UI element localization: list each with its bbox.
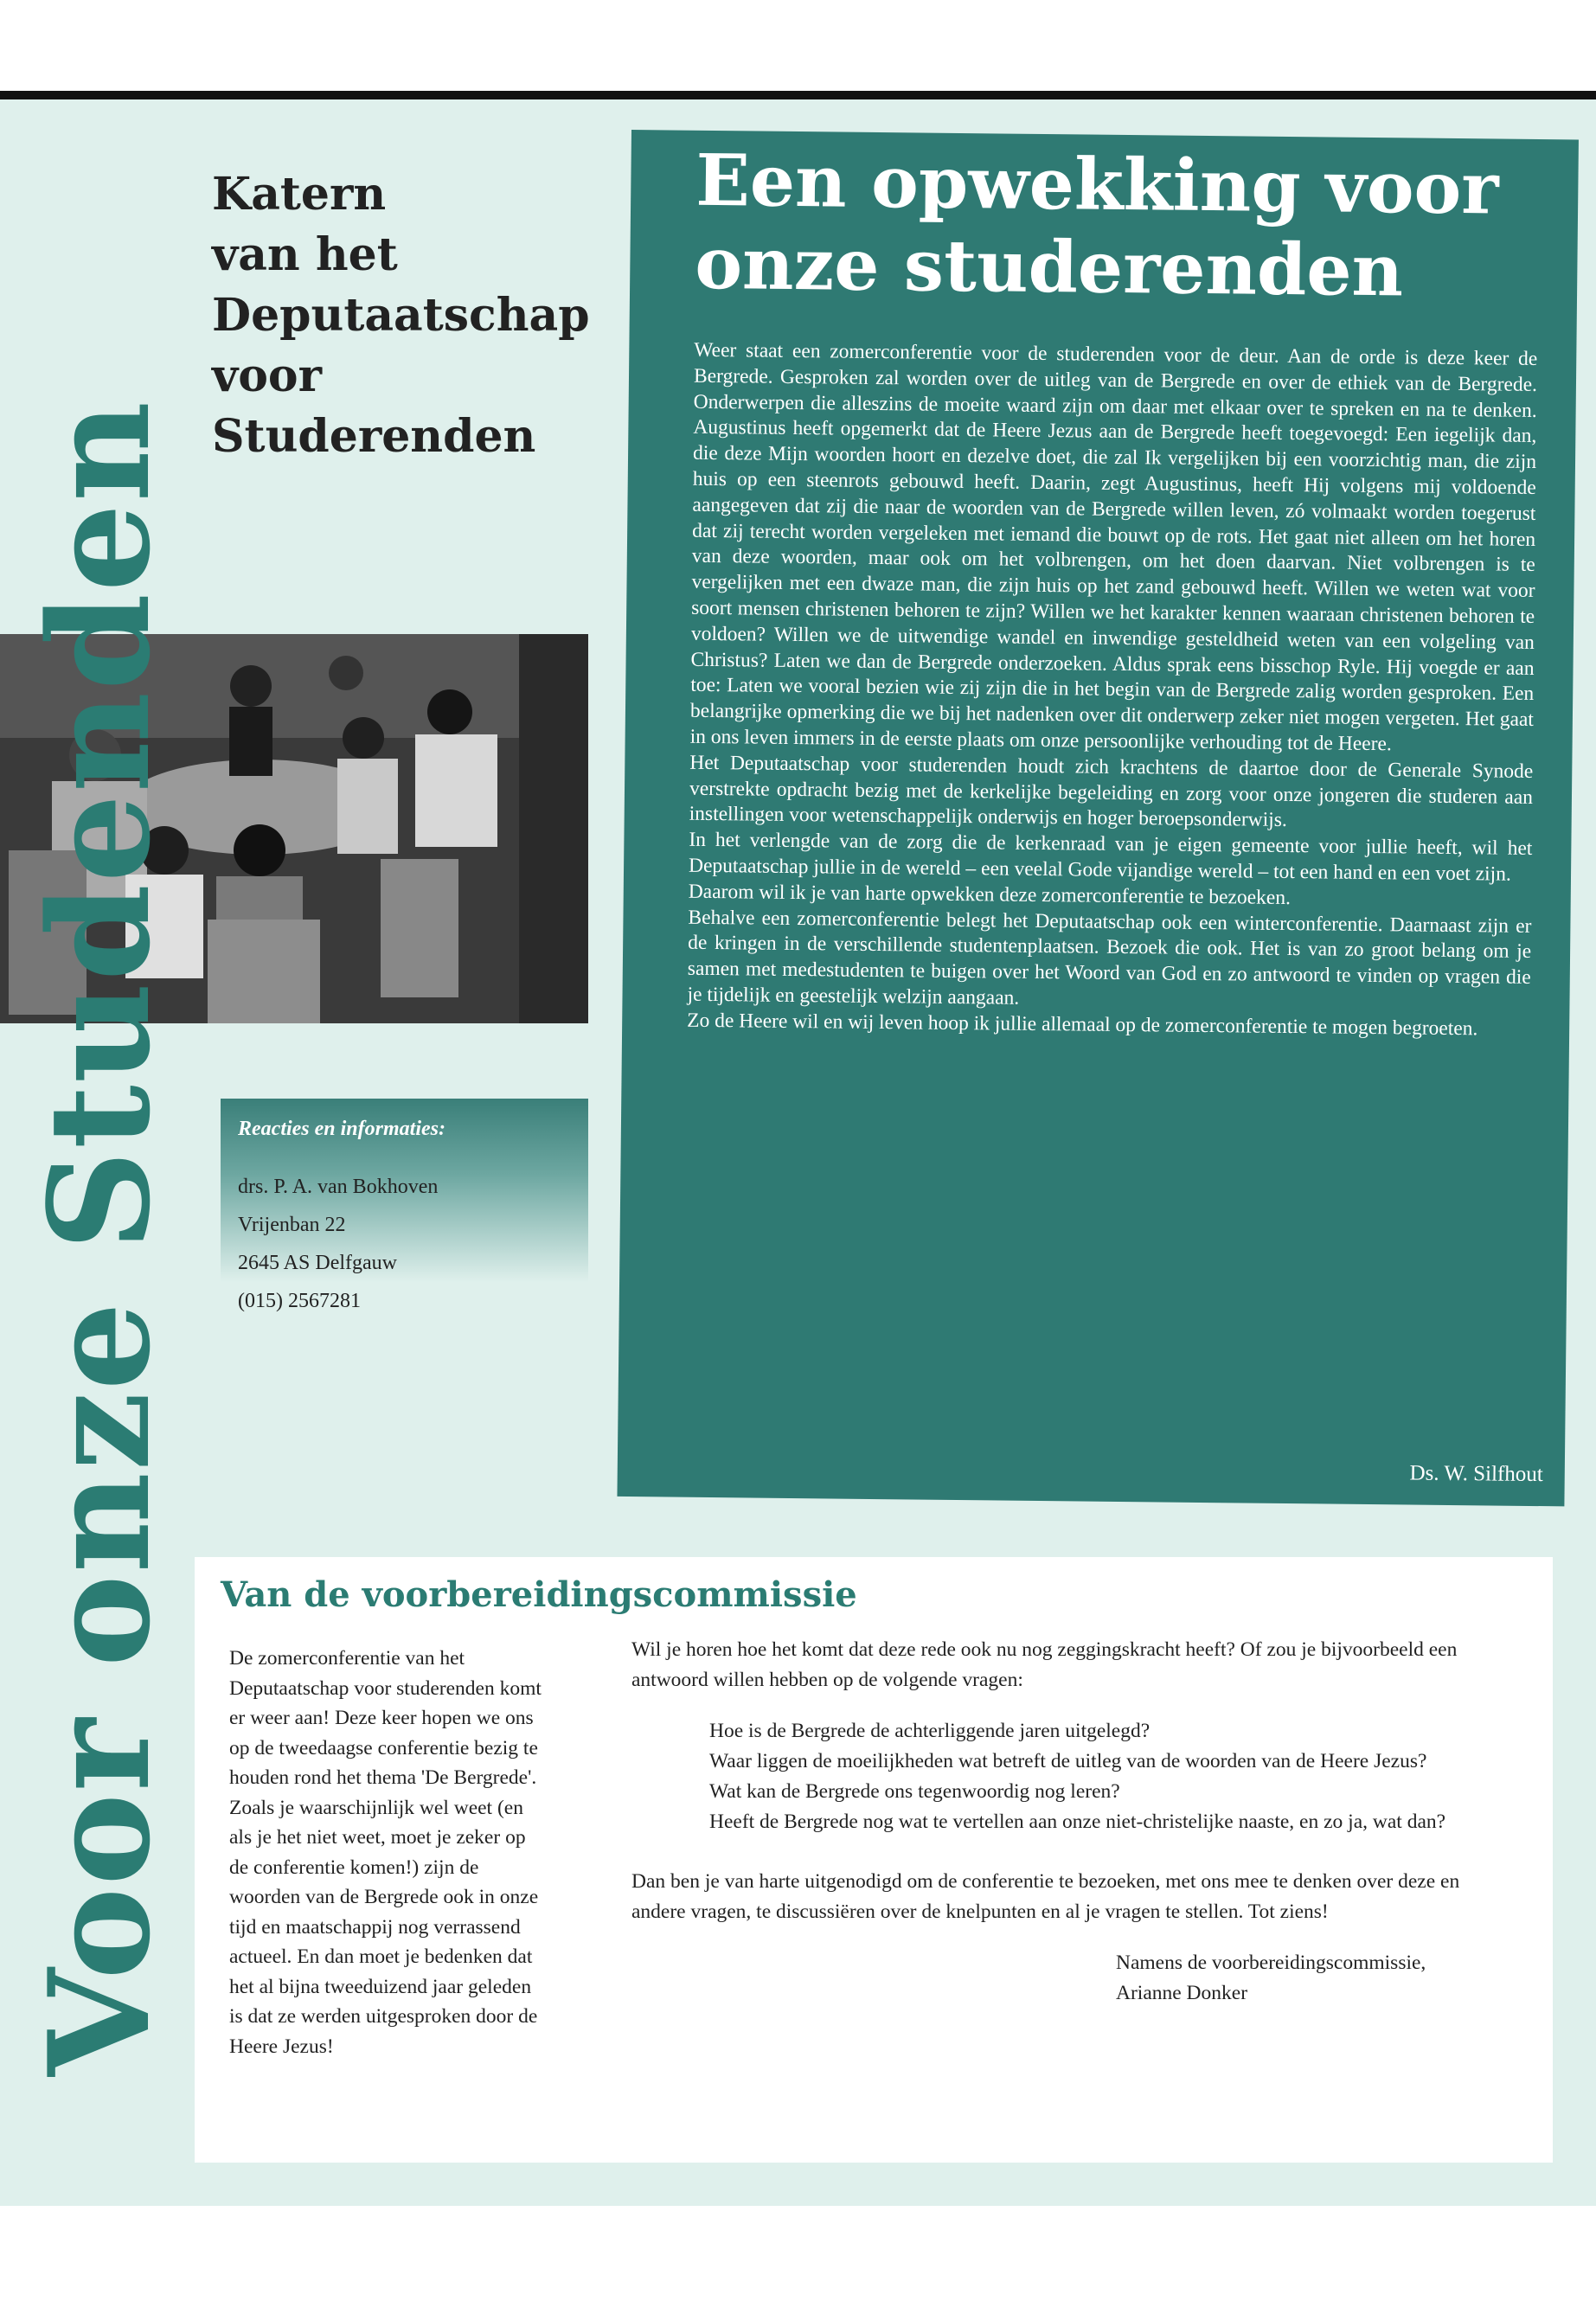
katern-heading	[212, 164, 619, 467]
contact-address	[238, 1168, 438, 1320]
commissie-panel	[195, 1557, 1553, 2163]
commissie-invitation: Dan ben je van harte uitgenodigd om de conferentie te bezoeken, met ons mee te denken over deze en andere vragen, te discussiëren over de knelpunten en al je vragen te stellen. Tot ziens!	[631, 1870, 1460, 1923]
commissie-left-column: De zomerconferentie van het Deputaatschap voor studerenden komt er weer aan! Deze keer hopen we ons op de tweedaagse conferentie bezig te houden rond het thema 'De Bergrede'. Zoals je waarschijnlijk wel weet (en als je het niet weet, moet je zeker op de conferentie komen!) zijn de woorden van de Bergrede ook in onze tijd en maatschappij nog verrassend actueel. En dan moet je bedenken dat het al bijna tweeduizend jaar geleden is dat ze werden uitgesproken door de Heere Jezus!	[229, 1647, 542, 2058]
katern-line: voor	[212, 349, 322, 402]
top-border	[0, 91, 1596, 99]
article-paragraph: Weer staat een zomerconferentie voor de studerenden voor de deur. Aan de orde is deze keer de Bergrede. Gesproken zal worden over de uitleg van de Bergrede en over de ethiek van de Bergrede. Onderwerpen die alleszins de moeite waard zijn om daar met elkaar over te spreken en na te denken. Augustinus heeft opgemerkt dat de Heere Jezus aan de Bergrede heeft toegevoegd: Een iegelijk dan, die deze Mijn woorden hoort en dezelve doet, die zal Ik vergelijken bij een voorzichtig man, die zijn huis op een steenrots gebouwd heeft. Daarin, zegt Augustinus, heeft Hij volgens mij voldoende aangegeven dat zij die naar de woorden van de Bergrede willen leven, zó volmaakt worden toegerust dat zij terecht worden vergeleken met iemand die bouwt op de rots. Het gaat niet alleen om het horen van deze woorden, maar ook om het volbrengen, om het doen daarvan. Niet volbrengen is te vergelijken met een dwaze man, die zijn huis op het zand gebouwd heeft. Willen we weten wat voor soort mensen christenen behoren te zijn? Willen we het karakter kennen waaraan christenen behoren te voldoen? Willen we de uitwendige wandel en inwendige gesteldheid weten van een volgeling van Christus? Laten we dan de Bergrede onderzoeken. Aldus sprak eens bisschop Ryle. Hij voegde er aan toe: Laten we vooral bezien wie zij zijn die in het begin van de Bergrede zalig worden gesproken. Een belangrijke opmerking die we bij het nadenken over dit onderwerp zeker niet mogen vergeten. Het gaat in ons leven immers in de eerste plaats om onze persoonlijke verhouding tot de Heere.	[689, 338, 1538, 756]
signature-line: Namens de voorbereidingscommissie,	[1116, 1952, 1426, 1974]
question-item: Hoe is de Bergrede de achterliggende jaren uitgelegd?	[709, 1720, 1151, 1742]
main-article-box	[617, 130, 1578, 1506]
vertical-section-title: Voor onze Studenden	[18, 399, 181, 2076]
article-headline: Een opwekking voor onze studerenden	[694, 138, 1499, 313]
katern-line: Studerenden	[212, 410, 536, 463]
article-signature: Ds. W. Silfhout	[1409, 1461, 1543, 1487]
contact-street: Vrijenban 22	[238, 1214, 346, 1236]
katern-line: van het	[212, 228, 398, 281]
article-paragraph: In het verlengde van de zorg die de kerkenraad van je eigen gemeente voor jullie heeft, wil het Deputaatschap jullie in de wereld – een veelal Gode vijandige wereld – tot een hand en een voet zijn.	[688, 828, 1533, 886]
katern-line: Deputaatschap	[212, 289, 590, 342]
question-item: Wat kan de Bergrede ons tegenwoordig nog leren?	[709, 1780, 1120, 1803]
contact-phone: (015) 2567281	[238, 1290, 361, 1312]
article-paragraph: Het Deputaatschap voor studerenden houdt zich krachtens de daartoe door de Generale Synode verstrekte opdracht bezig met de kerkelijke begeleiding en zorg voor onze jongeren die studeren aan instellingen voor wetenschappelijk onderwijs en hoger beroepsonderwijs.	[689, 751, 1534, 832]
article-paragraph: Behalve een zomerconferentie belegt het Deputaatschap ook een winterconferentie. Daarnaast zijn er de kringen in de verschillende studentenplaatsen. Bezoek die ook. Het is van zo groot belang om je samen met medestudenten te buigen over het Woord van God en zo antwoord te vinden op vragen die je tijdelijk en geestelijk welzijn aangaan.	[687, 906, 1532, 1009]
article-paragraph: Daarom wil ik je van harte opwekken deze zomerconferentie te bezoeken.	[688, 880, 1292, 909]
article-body	[687, 338, 1537, 1043]
commissie-right-column	[631, 1635, 1514, 2009]
contact-name: drs. P. A. van Bokhoven	[238, 1176, 439, 1198]
contact-title: Reacties en informaties:	[238, 1118, 445, 1140]
katern-line: Katern	[212, 168, 387, 221]
commissie-signature	[1116, 1948, 1514, 2009]
question-item: Heeft de Bergrede nog wat te vertellen aan onze niet-christelijke naaste, en zo ja, wat dan?	[709, 1811, 1446, 1833]
contact-city: 2645 AS Delfgauw	[238, 1252, 397, 1274]
question-item: Waar liggen de moeilijkheden wat betreft de uitleg van de woorden van de Heere Jezus?	[709, 1750, 1427, 1772]
question-list	[709, 1716, 1514, 1837]
article-paragraph: Zo de Heere wil en wij leven hoop ik jullie allemaal op de zomerconferentie te mogen begroeten.	[687, 1009, 1478, 1041]
contact-box	[221, 1099, 588, 1315]
commissie-title: Van de voorbereidingscommissie	[221, 1574, 857, 1615]
commissie-intro: Wil je horen hoe het komt dat deze rede ook nu nog zeggingskracht heeft? Of zou je bijvoorbeeld een antwoord willen hebben op de volgende vragen:	[631, 1638, 1458, 1691]
signature-name: Arianne Donker	[1116, 1982, 1248, 2004]
